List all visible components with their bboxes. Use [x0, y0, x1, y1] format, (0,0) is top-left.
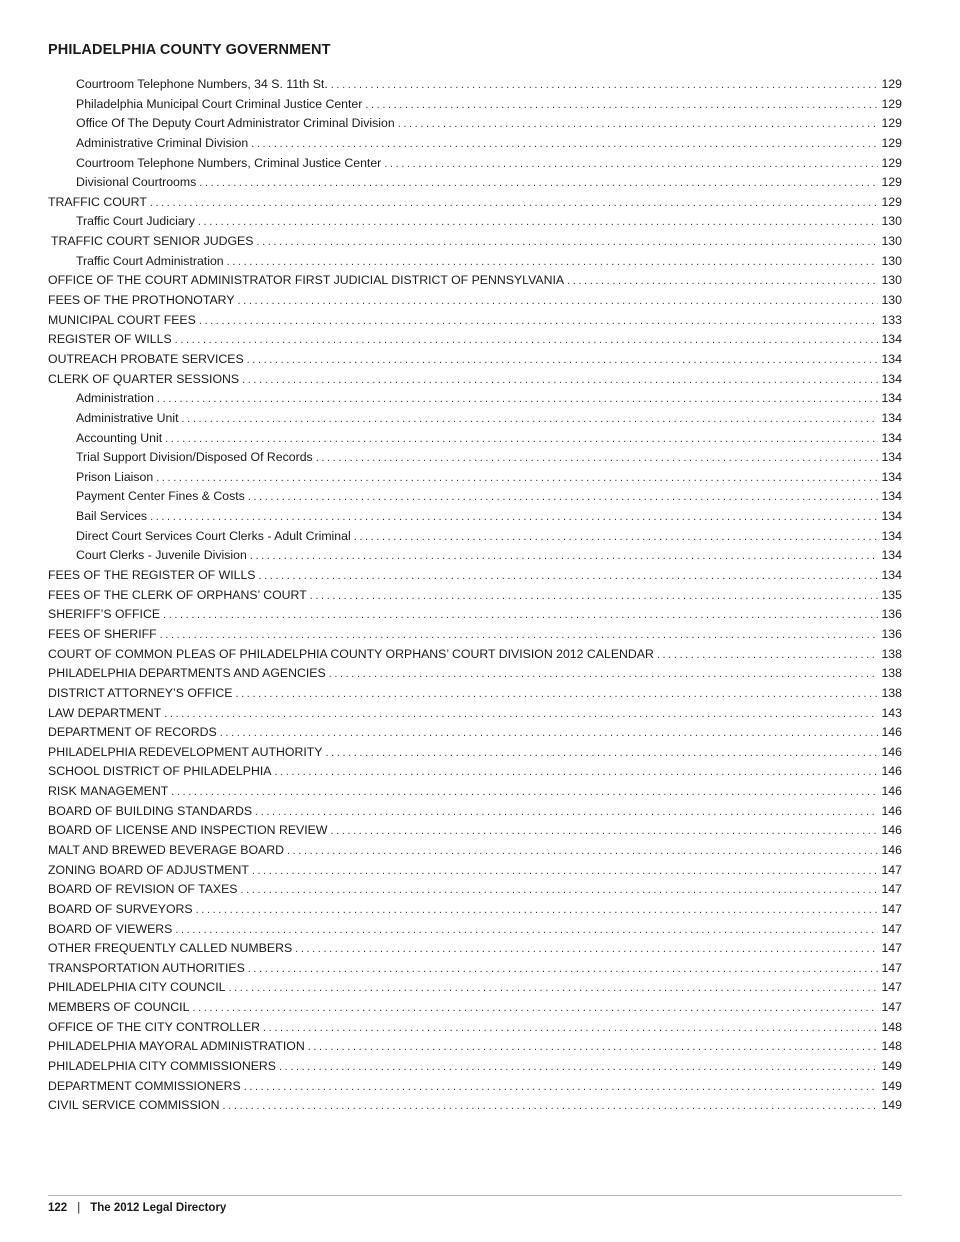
toc-entry-page: 149 — [881, 1078, 902, 1093]
toc-entry-label: Bail Services — [76, 509, 148, 524]
toc-dot-leader — [256, 233, 878, 253]
toc-entry[interactable] — [48, 1096, 902, 1116]
toc-dot-leader — [331, 76, 879, 96]
toc-entry[interactable] — [48, 998, 902, 1018]
toc-entry-page: 148 — [881, 1019, 902, 1034]
toc-entry-page: 146 — [881, 744, 902, 759]
toc-entry-label: SCHOOL DISTRICT OF PHILADELPHIA — [48, 764, 272, 779]
toc-entry-page: 136 — [881, 607, 902, 622]
toc-dot-leader — [196, 901, 879, 921]
toc-dot-leader — [330, 822, 878, 842]
toc-entry-label: OTHER FREQUENTLY CALLED NUMBERS — [48, 941, 293, 956]
toc-entry-page: 146 — [881, 725, 902, 740]
toc-entry-page: 134 — [881, 528, 902, 543]
toc-entry-page: 134 — [881, 410, 902, 425]
toc-entry[interactable] — [48, 370, 902, 390]
toc-entry-page: 147 — [881, 862, 902, 877]
toc-entry[interactable] — [48, 232, 902, 252]
toc-entry-label: Court Clerks - Juvenile Division — [76, 548, 247, 563]
toc-entry-page: 129 — [881, 135, 902, 150]
toc-entry[interactable] — [48, 723, 902, 743]
toc-entry[interactable] — [48, 684, 902, 704]
toc-entry[interactable] — [48, 1037, 902, 1057]
toc-dot-leader — [251, 135, 878, 155]
toc-entry-page: 148 — [881, 1039, 902, 1054]
toc-dot-leader — [241, 881, 879, 901]
toc-entry-page: 135 — [881, 587, 902, 602]
toc-entry[interactable] — [48, 782, 902, 802]
footer-page-number: 122 — [48, 1202, 68, 1214]
toc-entry[interactable] — [48, 1018, 902, 1038]
toc-entry-label: Accounting Unit — [76, 430, 163, 445]
toc-dot-leader — [567, 272, 878, 292]
toc-entry[interactable] — [48, 861, 902, 881]
toc-entry-label: Courtroom Telephone Numbers, Criminal Justice Center — [76, 155, 382, 170]
page-title: PHILADELPHIA COUNTY GOVERNMENT — [48, 42, 331, 58]
toc-entry-page: 149 — [881, 1059, 902, 1074]
toc-dot-leader — [279, 1058, 878, 1078]
toc-entry-label: FEES OF SHERIFF — [48, 626, 157, 641]
toc-entry[interactable] — [48, 448, 902, 468]
toc-entry[interactable] — [48, 527, 902, 547]
toc-entry-page: 146 — [881, 842, 902, 857]
toc-entry-label: MUNICIPAL COURT FEES — [48, 312, 196, 327]
toc-dot-leader — [175, 921, 878, 941]
toc-dot-leader — [182, 410, 879, 430]
toc-entry-label: Administration — [76, 391, 154, 406]
footer — [48, 1202, 226, 1214]
toc-entry-page: 130 — [881, 293, 902, 308]
toc-entry-label: MALT AND BREWED BEVERAGE BOARD — [48, 842, 284, 857]
toc-dot-leader — [235, 685, 878, 705]
toc-dot-leader — [325, 744, 878, 764]
toc-dot-leader — [228, 979, 878, 999]
toc-dot-leader — [657, 646, 879, 666]
toc-entry-page: 129 — [881, 175, 902, 190]
toc-entry[interactable] — [48, 507, 902, 527]
table-of-contents — [48, 75, 902, 1116]
toc-entry-page: 146 — [881, 823, 902, 838]
toc-entry-page: 147 — [881, 960, 902, 975]
toc-entry-label: COURT OF COMMON PLEAS OF PHILADELPHIA COUNTY ORPHANS’ COURT DIVISION 2012 CALENDAR — [48, 646, 654, 661]
toc-entry[interactable] — [48, 586, 902, 606]
toc-entry[interactable] — [48, 252, 902, 272]
toc-entry[interactable] — [48, 468, 902, 488]
toc-entry-page: 138 — [881, 666, 902, 681]
toc-dot-leader — [165, 430, 878, 450]
toc-dot-leader — [274, 763, 878, 783]
toc-entry-label: BOARD OF REVISION OF TAXES — [48, 882, 238, 897]
toc-dot-leader — [150, 508, 878, 528]
toc-entry-page: 134 — [881, 509, 902, 524]
toc-entry[interactable] — [48, 271, 902, 291]
toc-dot-leader — [252, 862, 879, 882]
toc-dot-leader — [354, 528, 879, 548]
toc-dot-leader — [384, 155, 878, 175]
toc-entry-page: 134 — [881, 430, 902, 445]
toc-entry-page: 133 — [881, 312, 902, 327]
toc-entry-label: Courtroom Telephone Numbers, 34 S. 11th St. — [76, 77, 328, 91]
toc-dot-leader — [150, 194, 879, 214]
toc-entry-label: SHERIFF’S OFFICE — [48, 607, 161, 622]
toc-entry[interactable] — [48, 841, 902, 861]
toc-entry-label: PHILADELPHIA CITY COMMISSIONERS — [48, 1059, 277, 1074]
toc-dot-leader — [163, 606, 878, 626]
toc-dot-leader — [156, 469, 878, 489]
toc-dot-leader — [164, 705, 878, 725]
toc-entry-page: 146 — [881, 803, 902, 818]
toc-dot-leader — [244, 1078, 879, 1098]
toc-entry-page: 147 — [881, 980, 902, 995]
toc-entry-label: BOARD OF VIEWERS — [48, 921, 173, 936]
toc-dot-leader — [198, 213, 879, 233]
toc-dot-leader — [220, 724, 879, 744]
toc-entry[interactable] — [48, 762, 902, 782]
toc-entry-label: OUTREACH PROBATE SERVICES — [48, 351, 244, 366]
toc-dot-leader — [316, 449, 879, 469]
toc-entry-page: 134 — [881, 391, 902, 406]
toc-dot-leader — [310, 587, 879, 607]
toc-entry-page: 134 — [881, 450, 902, 465]
toc-entry[interactable] — [48, 939, 902, 959]
toc-entry[interactable] — [48, 900, 902, 920]
toc-entry-page: 146 — [881, 784, 902, 799]
toc-entry[interactable] — [48, 743, 902, 763]
toc-entry[interactable] — [48, 350, 902, 370]
toc-entry[interactable] — [48, 154, 902, 174]
toc-entry-label: BOARD OF SURVEYORS — [48, 901, 193, 916]
toc-entry-page: 134 — [881, 332, 902, 347]
toc-dot-leader — [242, 371, 878, 391]
toc-entry-label: TRAFFIC COURT — [48, 194, 147, 209]
toc-entry-label: PHILADELPHIA REDEVELOPMENT AUTHORITY — [48, 744, 323, 759]
toc-dot-leader — [160, 626, 879, 646]
toc-entry[interactable] — [48, 114, 902, 134]
toc-dot-leader — [248, 488, 879, 508]
toc-entry-page: 149 — [881, 1098, 902, 1113]
toc-dot-leader — [175, 331, 879, 351]
toc-entry-label: TRANSPORTATION AUTHORITIES — [48, 960, 245, 975]
toc-entry[interactable] — [48, 664, 902, 684]
toc-entry[interactable] — [48, 134, 902, 154]
toc-dot-leader — [263, 1019, 878, 1039]
toc-entry[interactable] — [48, 605, 902, 625]
toc-dot-leader — [255, 803, 878, 823]
toc-entry-label: Divisional Courtrooms — [76, 175, 197, 190]
toc-entry-page: 129 — [881, 77, 902, 91]
toc-entry-label: FEES OF THE CLERK OF ORPHANS’ COURT — [48, 587, 307, 602]
toc-entry-page: 136 — [881, 626, 902, 641]
toc-entry-page: 130 — [881, 253, 902, 268]
toc-entry[interactable] — [48, 546, 902, 566]
toc-entry[interactable] — [48, 429, 902, 449]
toc-entry-label: BOARD OF LICENSE AND INSPECTION REVIEW — [48, 823, 328, 838]
toc-dot-leader — [248, 960, 879, 980]
toc-entry-page: 134 — [881, 548, 902, 563]
toc-entry-label: CIVIL SERVICE COMMISSION — [48, 1098, 220, 1113]
toc-entry-label: PHILADELPHIA DEPARTMENTS AND AGENCIES — [48, 666, 326, 681]
toc-entry-label: OFFICE OF THE CITY CONTROLLER — [48, 1019, 261, 1034]
toc-dot-leader — [308, 1038, 879, 1058]
toc-entry-label: DEPARTMENT OF RECORDS — [48, 725, 217, 740]
toc-entry-page: 147 — [881, 921, 902, 936]
toc-entry[interactable] — [48, 193, 902, 213]
toc-entry-label: Administrative Unit — [76, 410, 179, 425]
toc-entry-label: PHILADELPHIA CITY COUNCIL — [48, 980, 226, 995]
toc-entry-label: ZONING BOARD OF ADJUSTMENT — [48, 862, 249, 877]
toc-dot-leader — [157, 390, 879, 410]
toc-entry-page: 134 — [881, 371, 902, 386]
toc-entry[interactable] — [48, 311, 902, 331]
toc-dot-leader — [223, 1097, 879, 1117]
footer-divider — [48, 1195, 902, 1196]
toc-entry-label: FEES OF THE PROTHONOTARY — [48, 293, 235, 308]
toc-dot-leader — [250, 547, 879, 567]
toc-dot-leader — [238, 292, 879, 312]
toc-entry-page: 147 — [881, 941, 902, 956]
toc-entry-page: 143 — [881, 705, 902, 720]
toc-entry-page: 129 — [881, 194, 902, 209]
toc-entry-label: Traffic Court Judiciary — [76, 214, 195, 229]
toc-entry[interactable] — [48, 566, 902, 586]
toc-entry[interactable] — [48, 1057, 902, 1077]
toc-entry-label: Prison Liaison — [76, 469, 154, 484]
toc-entry[interactable] — [48, 212, 902, 232]
toc-entry-label: LAW DEPARTMENT — [48, 705, 162, 720]
toc-entry-page: 138 — [881, 685, 902, 700]
toc-entry[interactable] — [48, 173, 902, 193]
toc-dot-leader — [329, 665, 879, 685]
toc-entry-label: CLERK OF QUARTER SESSIONS — [48, 371, 240, 386]
toc-entry-label: Direct Court Services Court Clerks - Adult Criminal — [76, 528, 351, 543]
toc-entry-label: FEES OF THE REGISTER OF WILLS — [48, 568, 256, 583]
toc-entry[interactable] — [48, 978, 902, 998]
toc-entry[interactable] — [48, 802, 902, 822]
toc-entry-page: 130 — [881, 214, 902, 229]
toc-entry[interactable] — [48, 330, 902, 350]
toc-entry-label: REGISTER OF WILLS — [48, 332, 172, 347]
toc-entry-label: MEMBERS OF COUNCIL — [48, 1000, 190, 1015]
toc-entry-page: 134 — [881, 568, 902, 583]
toc-entry-page: 147 — [881, 1000, 902, 1015]
toc-dot-leader — [199, 312, 879, 332]
toc-entry-label: BOARD OF BUILDING STANDARDS — [48, 803, 253, 818]
toc-entry-page: 134 — [881, 469, 902, 484]
toc-entry-label: Payment Center Fines & Costs — [76, 489, 245, 504]
toc-entry[interactable] — [48, 821, 902, 841]
toc-entry-page: 134 — [881, 489, 902, 504]
toc-entry-label: DEPARTMENT COMMISSIONERS — [48, 1078, 241, 1093]
toc-dot-leader — [259, 567, 879, 587]
toc-dot-leader — [247, 351, 879, 371]
toc-entry-label: TRAFFIC COURT SENIOR JUDGES — [51, 234, 254, 249]
toc-entry-page: 129 — [881, 116, 902, 131]
toc-entry-page: 147 — [881, 882, 902, 897]
toc-dot-leader — [199, 174, 878, 194]
toc-entry[interactable] — [48, 1077, 902, 1097]
toc-entry-label: Administrative Criminal Division — [76, 135, 249, 150]
footer-publication: The 2012 Legal Directory — [90, 1202, 227, 1214]
toc-entry[interactable] — [48, 704, 902, 724]
toc-entry-label: Trial Support Division/Disposed Of Records — [76, 450, 313, 465]
toc-entry-page: 129 — [881, 96, 902, 111]
toc-entry[interactable] — [48, 409, 902, 429]
toc-entry-page: 130 — [881, 273, 902, 288]
toc-entry[interactable] — [48, 880, 902, 900]
toc-entry-page: 129 — [881, 155, 902, 170]
toc-dot-leader — [227, 253, 879, 273]
toc-entry[interactable] — [48, 920, 902, 940]
toc-entry-label: DISTRICT ATTORNEY’S OFFICE — [48, 685, 233, 700]
toc-entry[interactable] — [48, 95, 902, 115]
toc-dot-leader — [171, 783, 878, 803]
toc-entry-label: Philadelphia Municipal Court Criminal Justice Center — [76, 96, 363, 111]
toc-entry-label: OFFICE OF THE COURT ADMINISTRATOR FIRST JUDICIAL DISTRICT OF PENNSYLVANIA — [48, 273, 565, 288]
toc-entry-page: 134 — [881, 351, 902, 366]
toc-entry[interactable] — [48, 959, 902, 979]
toc-entry[interactable] — [48, 645, 902, 665]
toc-entry-page: 130 — [881, 234, 902, 249]
toc-entry[interactable] — [48, 75, 902, 95]
toc-entry-label: Traffic Court Administration — [76, 253, 224, 268]
toc-entry[interactable] — [48, 291, 902, 311]
toc-dot-leader — [365, 96, 878, 116]
toc-entry-label: RISK MANAGEMENT — [48, 784, 169, 799]
toc-entry-label: Office Of The Deputy Court Administrator Criminal Division — [76, 116, 395, 131]
toc-dot-leader — [287, 842, 878, 862]
toc-entry[interactable] — [48, 389, 902, 409]
toc-entry[interactable] — [48, 487, 902, 507]
toc-dot-leader — [398, 115, 879, 135]
footer-separator: | — [77, 1202, 81, 1214]
toc-dot-leader — [295, 940, 878, 960]
toc-entry-page: 138 — [881, 646, 902, 661]
toc-dot-leader — [192, 999, 878, 1019]
toc-entry-label: PHILADELPHIA MAYORAL ADMINISTRATION — [48, 1039, 305, 1054]
toc-entry-page: 147 — [881, 901, 902, 916]
toc-entry-page: 146 — [881, 764, 902, 779]
toc-entry[interactable] — [48, 625, 902, 645]
